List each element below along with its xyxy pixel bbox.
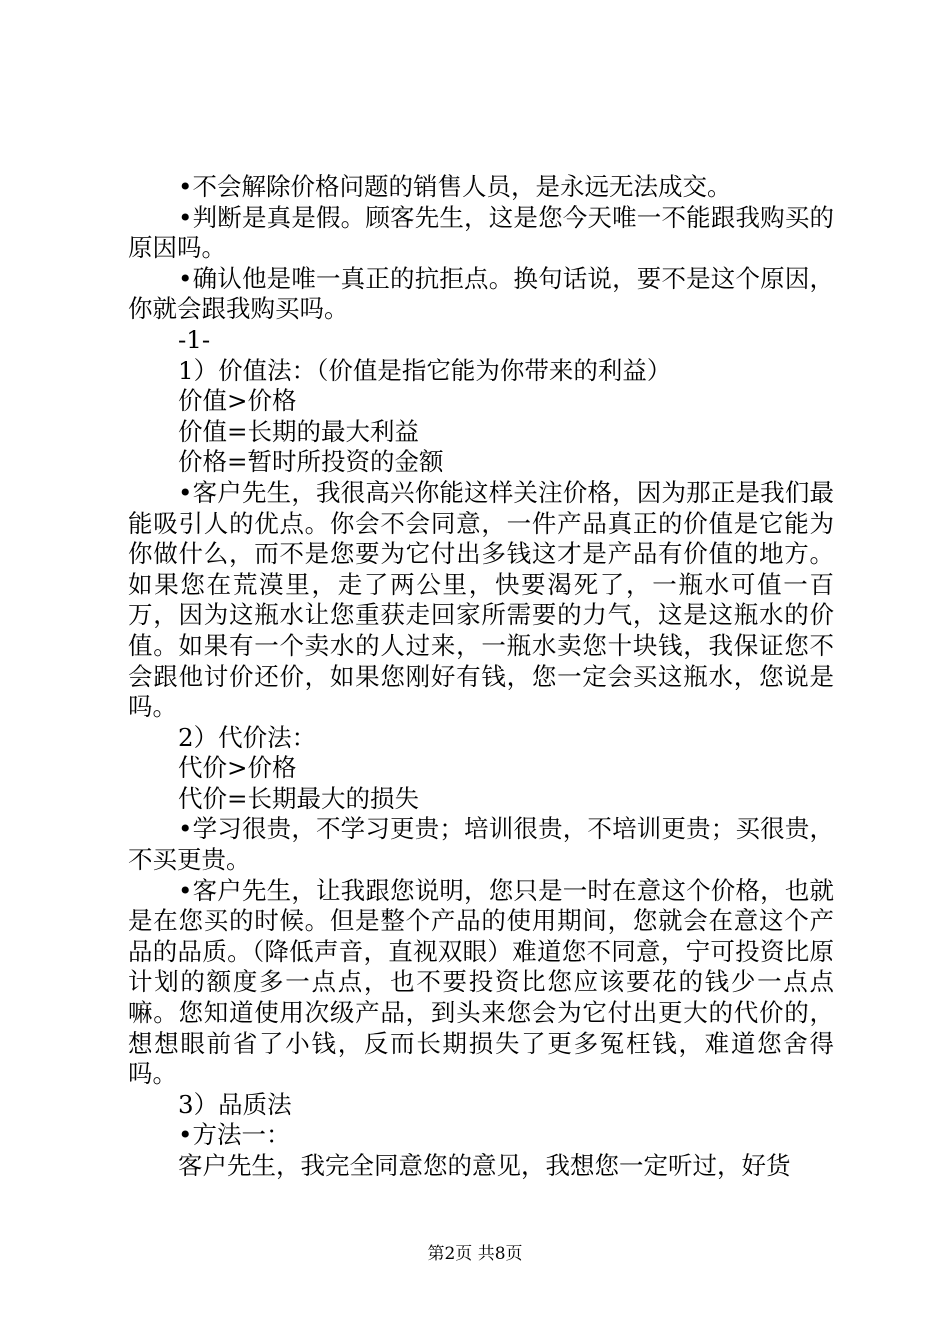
paragraph: 客户先生，我完全同意您的意见，我想您一定听过，好货 [178,1151,791,1180]
paragraph: •确认他是唯一真正的抗拒点。换句话说，要不是这个原因，你就会跟我购买吗。 [128,263,834,324]
paragraph: •学习很贵，不学习更贵；培训很贵，不培训更贵；买很贵，不买更贵。 [128,814,834,875]
paragraph: 代价>价格 [178,753,297,783]
paragraph: 价值>价格 [178,386,297,416]
paragraph: •客户先生，让我跟您说明，您只是一时在意这个价格，也就是在您买的时候。但是整个产品的使用期间，您就会在意这个产品的品质。（降低声音，直视双眼）难道您不同意，宁可投资比原计划的额度多一点点，也不要投资比您应该要花的钱少一点点嘛。您知道使用次级产品，到头来您会为它付出更大的代价的，想想眼前省了小钱，反而长期损失了更多冤枉钱，难道您舍得吗。 [128,875,834,1089]
section-heading: 1）价值法：（价值是指它能为你带来的利益） [178,355,672,385]
paragraph: •客户先生，我很高兴你能这样关注价格，因为那正是我们最能吸引人的优点。你会不会同意，一件产品真正的价值是它能为你做什么，而不是您要为它付出多钱这才是产品有价值的地方。如果您在荒漠里，走了两公里，快要渴死了，一瓶水可值一百万，因为这瓶水让您重获走回家所需要的力气，这是这瓶水的价值。如果有一个卖水的人过来，一瓶水卖您十块钱，我保证您不会跟他讨价还价，如果您刚好有钱，您一定会买这瓶水，您说是吗。 [128,477,834,722]
section-heading: 3）品质法 [178,1089,292,1119]
paragraph: 代价=长期最大的损失 [178,783,420,813]
section-heading: 2）代价法： [178,722,317,752]
paragraph: 价格=暂时所投资的金额 [178,447,444,477]
page-footer: 第2页 共8页 [427,1244,523,1264]
paragraph: •判断是真是假。顾客先生，这是您今天唯一不能跟我购买的原因吗。 [128,202,834,263]
paragraph: •方法一： [178,1120,291,1150]
document-body [128,172,834,1182]
paragraph: 价值=长期的最大利益 [178,416,420,446]
paragraph: •不会解除价格问题的销售人员，是永远无法成交。 [178,172,732,201]
page-marker: -1- [178,324,211,354]
